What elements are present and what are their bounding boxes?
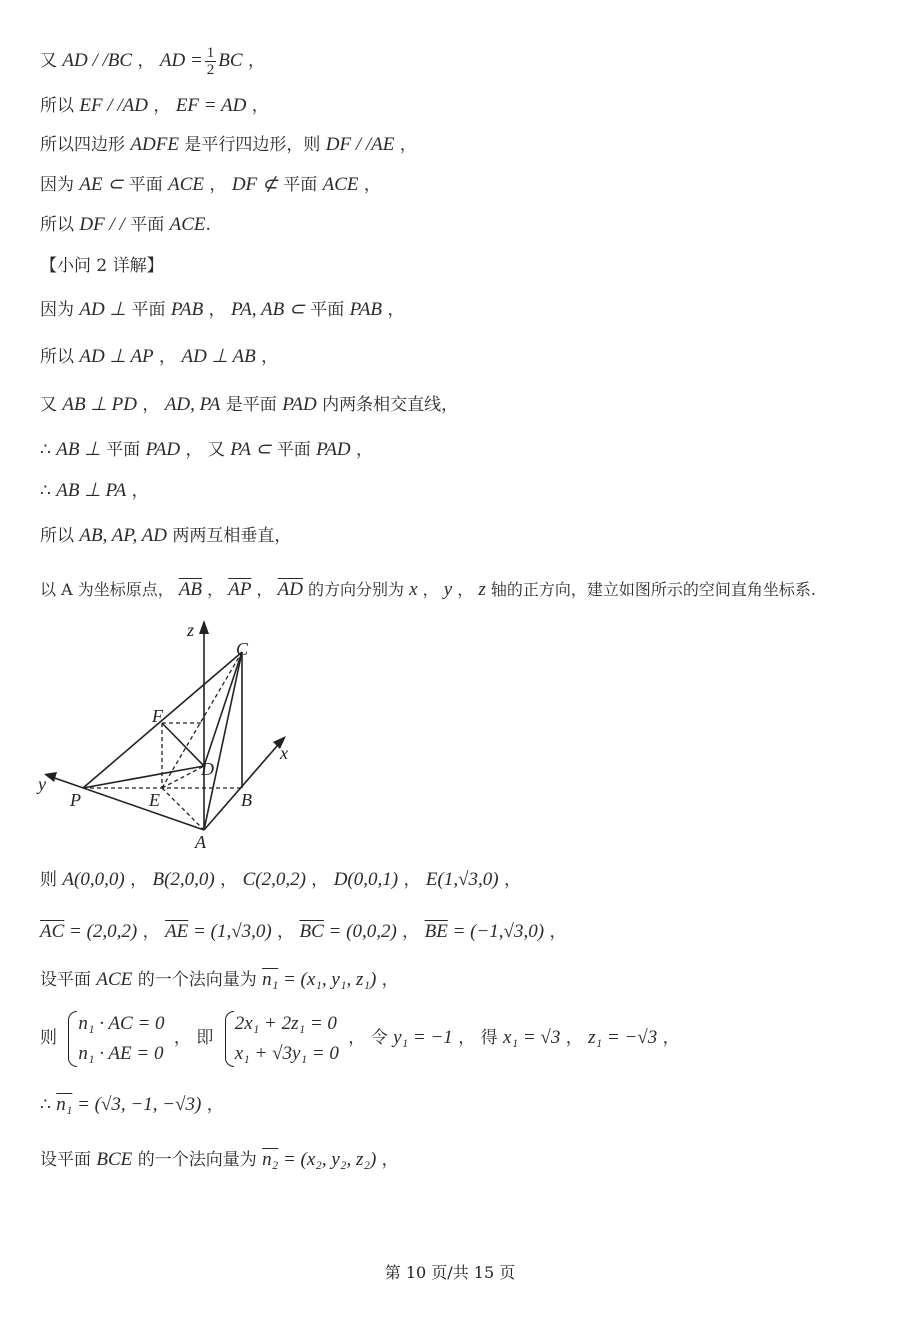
math: AD ⊥ AP — [79, 346, 154, 367]
math: C(2,0,2) — [242, 869, 306, 890]
text: 【小问 2 详解】 — [40, 256, 164, 276]
text: ， 又 — [180, 440, 231, 460]
text: 两两互相垂直， — [167, 526, 292, 546]
text-line-16 — [40, 968, 399, 992]
text-line-19 — [40, 1148, 399, 1172]
text-line-15 — [40, 920, 566, 944]
text: ， — [132, 51, 160, 71]
text: ， — [396, 922, 425, 942]
equation: x₁ + √3y₁ = 0 — [234, 1042, 339, 1064]
text: 所以 — [40, 347, 80, 367]
text-line-18 — [40, 1093, 224, 1117]
math: AD ⊥ — [79, 299, 127, 320]
text: ， — [203, 300, 232, 320]
page-footer: 第 10 页/共 15 页 — [384, 1263, 516, 1282]
math: AD, PA — [164, 394, 221, 415]
math: DF / /AE — [325, 134, 395, 155]
text-line-2 — [40, 94, 269, 118]
text: ， — [255, 347, 279, 367]
vector: $\overline{AP}$ — [228, 579, 252, 600]
text: 轴的正方向，建立如图所示的空间直角坐标系. — [485, 580, 816, 599]
axis-label-z: z — [187, 620, 195, 640]
text: ， — [305, 870, 334, 890]
text: 设平面 — [40, 1150, 97, 1170]
text: 所以 — [40, 96, 80, 116]
text: ， — [126, 481, 149, 501]
vector: n₂ — [262, 1149, 279, 1170]
text: ， 令 — [342, 1028, 394, 1048]
text: 因为 — [40, 300, 80, 320]
text: 则 — [40, 1028, 63, 1048]
text: 的一个法向量为 — [132, 970, 263, 990]
math: EF = AD — [175, 95, 247, 116]
section-heading — [40, 254, 164, 278]
math: ACE — [96, 969, 133, 990]
text: ， — [124, 870, 153, 890]
point-label-a: A — [195, 832, 206, 852]
z-arrowhead — [199, 620, 209, 634]
text: ， — [242, 51, 265, 71]
math: PA ⊂ — [230, 439, 272, 460]
vector: $\overline{BE}$ — [424, 921, 448, 942]
fraction-denominator: 2 — [206, 62, 215, 78]
text-line-12 — [40, 524, 291, 548]
text: ， — [251, 580, 278, 599]
math: ACE — [168, 174, 204, 195]
edge-ea-hidden — [162, 788, 204, 830]
text: ， — [204, 175, 232, 195]
math: z — [478, 579, 486, 600]
math: = (1,√3,0) — [188, 921, 272, 942]
text: 则 — [40, 870, 63, 890]
text: ， — [657, 1028, 680, 1048]
point-label-f: F — [152, 706, 163, 726]
point-label-c: C — [236, 639, 249, 659]
text: 以 A 为坐标原点， — [40, 580, 179, 599]
text-line-13 — [40, 578, 816, 602]
text: ∴ — [40, 1095, 57, 1115]
text: ， — [148, 96, 176, 116]
text: ， — [271, 922, 300, 942]
text: ， — [376, 970, 399, 990]
text: 的一个法向量为 — [132, 1150, 263, 1170]
equation: n₁ · AE = 0 — [78, 1042, 164, 1064]
math: PAD — [145, 439, 181, 460]
point-label-e: E — [149, 790, 160, 810]
coordinate-diagram — [28, 612, 328, 862]
text-line-17 — [40, 1008, 680, 1069]
equation: n₁ · AC = 0 — [78, 1012, 165, 1034]
math: PAD — [282, 394, 317, 415]
text: 是平行四边形，则 — [178, 135, 326, 155]
math: = (−1,√3,0) — [447, 921, 545, 942]
text: 平面 — [277, 175, 323, 195]
text: 又 — [40, 51, 63, 71]
text: ， — [358, 175, 381, 195]
text: 又 — [40, 395, 63, 415]
text-line-4 — [40, 173, 381, 197]
text: 平面 — [123, 175, 169, 195]
text: ， — [214, 870, 243, 890]
math: BC — [218, 50, 243, 71]
text: 平面 — [304, 300, 350, 320]
text: 平面 — [124, 215, 170, 235]
text: 平面 — [271, 440, 317, 460]
math: PA, AB ⊂ — [231, 299, 305, 320]
text: ， — [137, 395, 165, 415]
equation-system — [223, 1009, 339, 1069]
fraction — [205, 45, 217, 78]
equation: 2x₁ + 2z₁ = 0 — [234, 1012, 337, 1034]
text: ， — [201, 1095, 224, 1115]
math: = (x₁, y₁, z₁) — [278, 969, 377, 990]
math: y₁ = −1 — [393, 1027, 453, 1048]
math: DF ⊄ — [231, 174, 278, 195]
text: 内两条相交直线， — [316, 395, 459, 415]
text: 所以 — [40, 526, 80, 546]
math: x₁ = √3 — [503, 1027, 561, 1048]
text-line-1 — [40, 45, 265, 78]
text-line-3 — [40, 133, 417, 157]
math: ACE — [169, 214, 206, 235]
math: AB ⊥ PD — [62, 394, 137, 415]
text-line-11 — [40, 479, 149, 503]
fraction-numerator: 1 — [206, 45, 215, 61]
vector: $\overline{BC}$ — [299, 921, 324, 942]
text-line-9 — [40, 393, 458, 417]
text: ， — [246, 96, 269, 116]
point-label-d: D — [201, 759, 214, 779]
text: 所以四边形 — [40, 135, 131, 155]
vector: n₁ — [262, 969, 279, 990]
vector: $\overline{AC}$ — [40, 921, 65, 942]
text-line-7 — [40, 298, 404, 322]
math: = (√3, −1, −√3) — [72, 1094, 202, 1115]
text: ， 得 — [452, 1028, 504, 1048]
text-line-10 — [40, 438, 373, 462]
vector: $\overline{AE}$ — [165, 921, 189, 942]
math: z₁ = −√3 — [588, 1027, 658, 1048]
math: DF / / — [79, 214, 125, 235]
text: ， — [452, 580, 479, 599]
text: 平面 — [126, 300, 171, 320]
text: ， — [202, 580, 229, 599]
text: . — [205, 215, 211, 235]
text-line-14 — [40, 868, 521, 892]
text: ， — [498, 870, 522, 890]
math: A(0,0,0) — [62, 869, 125, 890]
math: = (x₂, y₂, z₂) — [278, 1149, 377, 1170]
point-label-p: P — [70, 790, 81, 810]
text: 的方向分别为 — [302, 580, 410, 599]
edge-fd — [162, 723, 204, 766]
math: AD ⊥ AB — [181, 346, 256, 367]
math: AE ⊂ — [79, 174, 124, 195]
text: ， 即 — [168, 1028, 219, 1048]
text: ， — [382, 300, 405, 320]
text-line-8 — [40, 345, 278, 369]
text: ， — [153, 347, 182, 367]
math: AB ⊥ — [56, 439, 101, 460]
math: = (0,0,2) — [323, 921, 397, 942]
text: ∴ — [40, 440, 57, 460]
text: ， — [394, 135, 417, 155]
text: ， — [376, 1150, 399, 1170]
equation-system — [66, 1009, 164, 1069]
text: ∴ — [40, 481, 57, 501]
text: ， — [544, 922, 567, 942]
math: D(0,0,1) — [333, 869, 399, 890]
text: ， — [137, 922, 166, 942]
text: ， — [350, 440, 374, 460]
vector: $\overline{AB}$ — [178, 579, 203, 600]
text: ， — [417, 580, 444, 599]
math: B(2,0,0) — [152, 869, 215, 890]
math: ACE — [322, 174, 359, 195]
math: AD = — [159, 50, 203, 71]
math: AD / /BC — [62, 50, 133, 71]
math: x — [409, 579, 418, 600]
edge-pd — [83, 766, 204, 788]
text: ， — [560, 1028, 589, 1048]
math: E(1,√3,0) — [425, 869, 499, 890]
text: 设平面 — [40, 970, 97, 990]
vector: n₁ — [56, 1094, 73, 1115]
text: 因为 — [40, 175, 80, 195]
math: PAD — [316, 439, 351, 460]
math: y — [443, 579, 453, 600]
math: ADFE — [130, 134, 179, 155]
vector: $\overline{AD}$ — [277, 579, 303, 600]
text-line-5 — [40, 213, 211, 237]
math: AB ⊥ PA — [56, 480, 127, 501]
math: PAB — [170, 299, 204, 320]
text: 平面 — [100, 440, 146, 460]
math: = (2,0,2) — [64, 921, 138, 942]
x-axis-line — [204, 738, 284, 830]
text: ， — [398, 870, 426, 890]
axis-label-x: x — [280, 743, 288, 763]
math: EF / /AD — [79, 95, 149, 116]
axis-label-y: y — [38, 774, 46, 794]
math: AB, AP, AD — [79, 525, 168, 546]
point-label-b: B — [241, 790, 252, 810]
text: 所以 — [40, 215, 80, 235]
math: PAB — [349, 299, 383, 320]
math: BCE — [96, 1149, 133, 1170]
text: 是平面 — [220, 395, 283, 415]
